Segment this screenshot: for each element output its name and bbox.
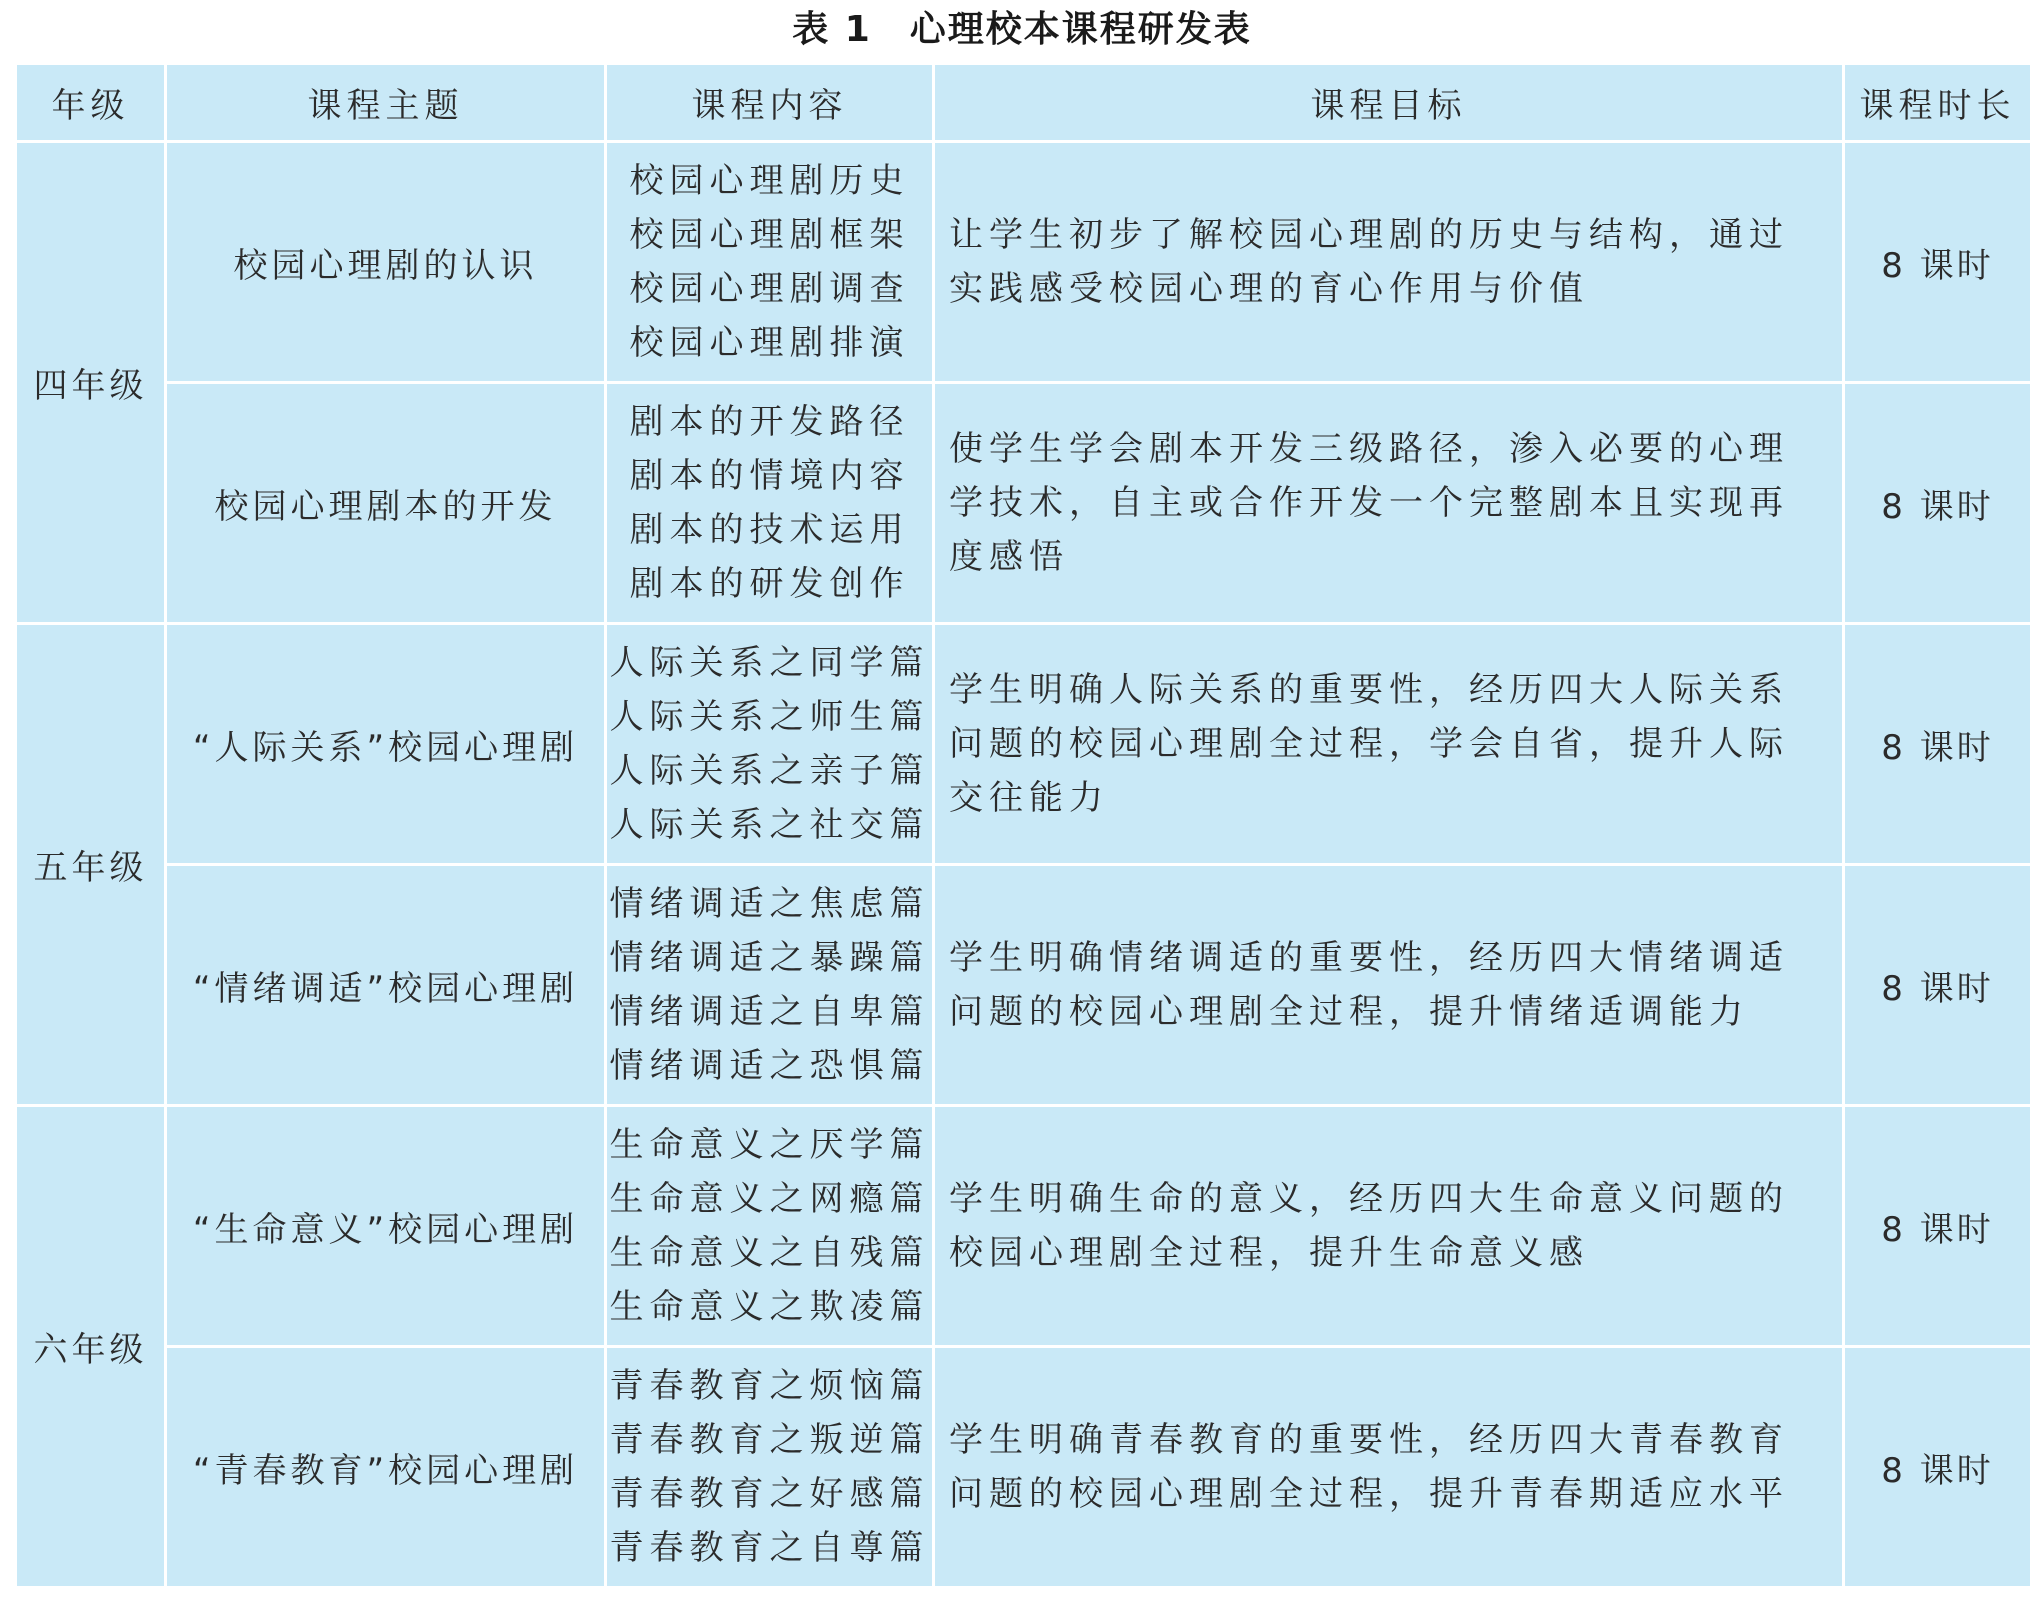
goal-cell: 让学生初步了解校园心理剧的历史与结构，通过实践感受校园心理的育心作用与价值 [934,142,1844,383]
content-line: 人际关系之师生篇 [609,697,930,737]
content-line: 情绪调适之焦虑篇 [609,884,930,924]
header-hours: 课程时长 [1844,64,2032,142]
table-row [16,142,2032,383]
content-line: 剧本的情境内容 [629,456,910,496]
content-line: 青春教育之自尊篇 [609,1528,930,1568]
content-line: 人际关系之同学篇 [609,643,930,683]
goal-cell: 学生明确人际关系的重要性，经历四大人际关系问题的校园心理剧全过程，学会自省，提升人际交往能力 [934,624,1844,865]
theme-cell: “情绪调适”校园心理剧 [166,865,606,1106]
content-line: 生命意义之欺凌篇 [609,1287,930,1327]
table-row [16,865,2032,1106]
grade-cell: 四年级 [16,142,166,624]
hours-cell: 8 课时 [1844,865,2032,1106]
grade-cell: 五年级 [16,624,166,1106]
content-line: 剧本的技术运用 [629,510,910,550]
content-cell [606,1347,934,1588]
content-cell [606,865,934,1106]
content-cell [606,624,934,865]
theme-cell: “生命意义”校园心理剧 [166,1106,606,1347]
content-line: 剧本的研发创作 [629,564,910,604]
content-line: 生命意义之厌学篇 [609,1125,930,1165]
header-row [16,64,2032,142]
grade-cell: 六年级 [16,1106,166,1588]
goal-cell: 学生明确情绪调适的重要性，经历四大情绪调适问题的校园心理剧全过程，提升情绪适调能力 [934,865,1844,1106]
content-line: 生命意义之网瘾篇 [609,1179,930,1219]
content-line: 人际关系之亲子篇 [609,751,930,791]
theme-cell: 校园心理剧本的开发 [166,383,606,624]
hours-cell: 8 课时 [1844,1347,2032,1588]
content-line: 生命意义之自残篇 [609,1233,930,1273]
content-line: 人际关系之社交篇 [609,805,930,845]
content-line: 情绪调适之暴躁篇 [609,938,930,978]
goal-cell: 学生明确青春教育的重要性，经历四大青春教育问题的校园心理剧全过程，提升青春期适应水平 [934,1347,1844,1588]
content-cell [606,1106,934,1347]
table-row [16,1106,2032,1347]
header-goal: 课程目标 [934,64,1844,142]
content-line: 青春教育之烦恼篇 [609,1366,930,1406]
content-line: 剧本的开发路径 [629,402,910,442]
hours-cell: 8 课时 [1844,383,2032,624]
hours-cell: 8 课时 [1844,624,2032,865]
content-line: 校园心理剧排演 [629,323,910,363]
header-grade: 年级 [16,64,166,142]
hours-cell: 8 课时 [1844,142,2032,383]
table-row [16,383,2032,624]
theme-cell: 校园心理剧的认识 [166,142,606,383]
table-row [16,1347,2032,1588]
course-development-table [14,62,2033,1589]
hours-cell: 8 课时 [1844,1106,2032,1347]
content-line: 校园心理剧历史 [629,161,910,201]
theme-cell: “人际关系”校园心理剧 [166,624,606,865]
content-line: 青春教育之叛逆篇 [609,1420,930,1460]
content-cell [606,383,934,624]
goal-cell: 学生明确生命的意义，经历四大生命意义问题的校园心理剧全过程，提升生命意义感 [934,1106,1844,1347]
content-line: 情绪调适之恐惧篇 [609,1046,930,1086]
table-row [16,624,2032,865]
goal-cell: 使学生学会剧本开发三级路径，渗入必要的心理学技术，自主或合作开发一个完整剧本且实现再度感悟 [934,383,1844,624]
header-content: 课程内容 [606,64,934,142]
theme-cell: “青春教育”校园心理剧 [166,1347,606,1588]
header-theme: 课程主题 [166,64,606,142]
content-line: 青春教育之好感篇 [609,1474,930,1514]
table-caption: 表 1 心理校本课程研发表 [792,9,1252,50]
content-line: 情绪调适之自卑篇 [609,992,930,1032]
content-line: 校园心理剧框架 [629,215,910,255]
content-line: 校园心理剧调查 [629,269,910,309]
content-cell [606,142,934,383]
